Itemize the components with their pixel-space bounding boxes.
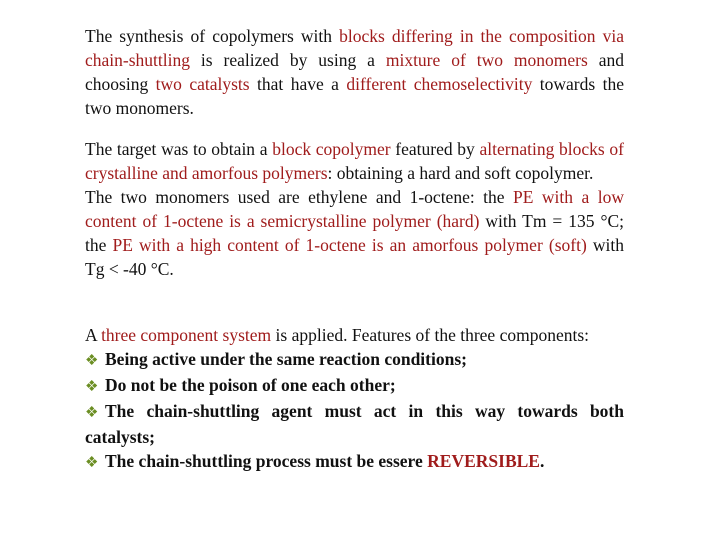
highlight-span: blocks differing in the composition via chain-shuttling <box>85 26 624 70</box>
list-item: The chain-shuttling process must be essere <box>105 451 428 471</box>
list-item: The chain-shuttling agent must act in this way towards both catalysts; <box>85 401 624 447</box>
list-item-suffix: . <box>539 451 545 471</box>
text-span: and choosing <box>85 50 625 94</box>
text-span: The synthesis of copolymers with <box>85 26 340 46</box>
text-span: The two monomers used are ethylene and 1-octene: the <box>85 187 514 207</box>
text-span: that have a <box>249 74 347 94</box>
diamond-bullet-icon: ❖ <box>85 455 99 471</box>
highlight-span: block copolymer <box>272 139 391 159</box>
highlight-span: two catalysts <box>155 74 250 94</box>
list-item: Being active under the same reaction conditions; <box>105 349 467 369</box>
diamond-bullet-icon: ❖ <box>85 405 99 421</box>
text-span: featured by <box>390 139 480 159</box>
text-span: towards the two monomers. <box>85 74 624 118</box>
text-span: is applied. Features of the three components: <box>271 325 590 345</box>
highlight-span: alternating blocks of crystalline and amorfous polymers <box>85 139 624 183</box>
text-span: : obtaining a hard and soft copolymer. <box>327 163 594 183</box>
highlight-span: mixture of two monomers <box>385 50 588 70</box>
text-span: with Tm = 135 °C; the <box>85 211 624 255</box>
diamond-bullet-icon: ❖ <box>85 379 99 395</box>
emphasis-reversible: REVERSIBLE <box>427 451 540 471</box>
paragraph-target <box>85 137 624 281</box>
text-span: is realized by using a <box>189 50 386 70</box>
highlight-span: PE with a low content of 1-octene is a semicrystalline polymer (hard) <box>85 187 624 231</box>
text-span: The target was to obtain a <box>85 139 273 159</box>
highlight-span: PE with a high content of 1-octene is an amorfous polymer (soft) <box>112 235 587 255</box>
highlight-span: three component system <box>101 325 272 345</box>
list-item: Do not be the poison of one each other; <box>105 375 396 395</box>
paragraph-three-component <box>85 323 624 475</box>
paragraph-synthesis <box>85 24 624 120</box>
text-span: with Tg < -40 °C. <box>85 235 624 279</box>
highlight-span: different chemoselectivity <box>346 74 533 94</box>
text-span: A <box>85 325 102 345</box>
diamond-bullet-icon: ❖ <box>85 353 99 369</box>
